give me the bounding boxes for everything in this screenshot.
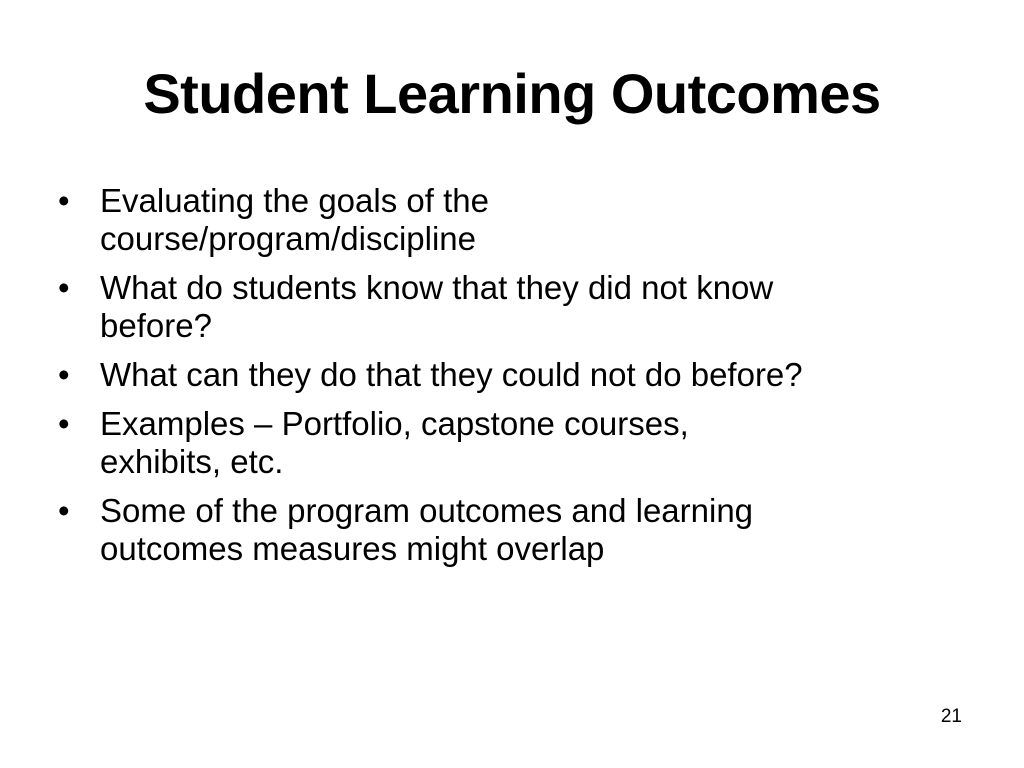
- bullet-item: [58, 492, 978, 568]
- bullet-text: What do students know that they did not know before?: [100, 269, 774, 344]
- bullet-item: [58, 182, 978, 258]
- bullet-item: [58, 269, 978, 345]
- page-number: 21: [940, 706, 962, 727]
- slide-title: Student Learning Outcomes: [143, 62, 881, 125]
- bullet-marker: •: [58, 492, 70, 529]
- bullet-marker: •: [58, 405, 70, 442]
- bullet-text: Evaluating the goals of the course/program/discipline: [100, 182, 489, 257]
- bullet-item: [58, 405, 978, 481]
- bullet-marker: •: [58, 269, 70, 306]
- bullet-marker: •: [58, 356, 70, 393]
- bullet-marker: •: [58, 182, 70, 219]
- bullet-text: What can they do that they could not do before?: [100, 356, 803, 393]
- bullet-item: [58, 356, 978, 394]
- bullet-list: [58, 182, 978, 579]
- bullet-text: Some of the program outcomes and learning outcomes measures might overlap: [100, 492, 754, 567]
- bullet-text: Examples – Portfolio, capstone courses, exhibits, etc.: [100, 405, 689, 480]
